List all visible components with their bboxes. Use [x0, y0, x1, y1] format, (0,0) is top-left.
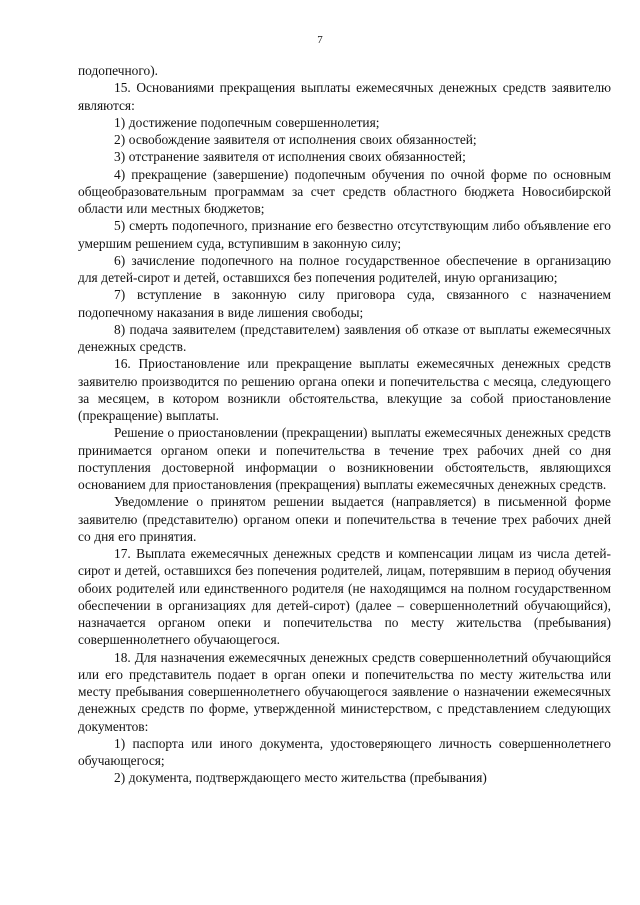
list-item-15-1: 1) достижение подопечным совершеннолетия; [114, 114, 380, 130]
list-item-15-2: 2) освобождение заявителя от исполнения своих обязанностей; [114, 132, 477, 147]
paragraph-item-15: 15. Основаниями прекращения выплаты ежемесячных денежных средств заявителю являются: [78, 80, 611, 113]
list-item-15-6: 6) зачисление подопечного на полное государственное обеспечение в организацию для детей-сирот и детей, оставшихся без попечения родителей, иную организацию; [78, 252, 611, 285]
paragraph-decision: Решение о приостановлении (прекращении) выплаты ежемесячных денежных средств принимается органом опеки и попечительства в течение трех рабочих дней со дня поступления достоверной информации о возникновении обстоятельств, являющихся основанием для приостановления (прекращения) выплаты ежемесячных денежных средств. [78, 425, 611, 492]
list-item-15-5: 5) смерть подопечного, признание его безвестно отсутствующим либо объявление его умершим решением суда, вступившим в законную силу; [78, 218, 611, 251]
list-item-15-7: 7) вступление в законную силу приговора суда, связанного с назначением подопечному наказания в виде лишения свободы; [78, 287, 611, 320]
paragraph-continuation: подопечного). [78, 63, 159, 78]
paragraph-notification: Уведомление о принятом решении выдается (направляется) в письменной форме заявителю (представителю) органом опеки и попечительства в течение трех рабочих дней со дня его принятия. [78, 494, 611, 544]
paragraph-item-18: 18. Для назначения ежемесячных денежных средств совершеннолетний обучающийся или его представитель подает в орган опеки и попечительства по месту жительства или месту пребывания совершеннолетнего обучающегося заявление о назначении ежемесячных денежных средств по форме, утвержденной министерством, с представлением следующих документов: [78, 649, 611, 734]
paragraph-item-17: 17. Выплата ежемесячных денежных средств и компенсации лицам из числа детей-сирот и детей, оставшихся без попечения родителей, лицам, потерявшим в период обучения обоих родителей или единственного родителя (не находящимся на полном государственном обеспечении в организациях для детей-сирот) (далее – совершеннолетний обучающийся), назначается органом опеки и попечительства по месту жительства (пребывания) совершеннолетнего обучающегося. [78, 546, 611, 648]
document-body [78, 62, 611, 787]
list-item-18-2: 2) документа, подтверждающего место жительства (пребывания) [114, 770, 487, 786]
list-item-15-3: 3) отстранение заявителя от исполнения своих обязанностей; [114, 149, 466, 165]
paragraph-item-16: 16. Приостановление или прекращение выплаты ежемесячных денежных средств заявителю производится по решению органа опеки и попечительства с месяца, следующего за месяцем, в котором возникли обстоятельства, влекущие за собой приостановление (прекращение) выплаты. [78, 356, 611, 423]
list-item-18-1: 1) паспорта или иного документа, удостоверяющего личность совершеннолетнего обучающегося; [78, 735, 611, 768]
list-item-15-4: 4) прекращение (завершение) подопечным обучения по очной форме по основным общеобразовательным программам за счет средств областного бюджета Новосибирской области или местных бюджетов; [78, 166, 611, 216]
list-item-15-8: 8) подача заявителем (представителем) заявления об отказе от выплаты ежемесячных денежных средств. [78, 321, 611, 354]
page-number: 7 [317, 34, 323, 46]
